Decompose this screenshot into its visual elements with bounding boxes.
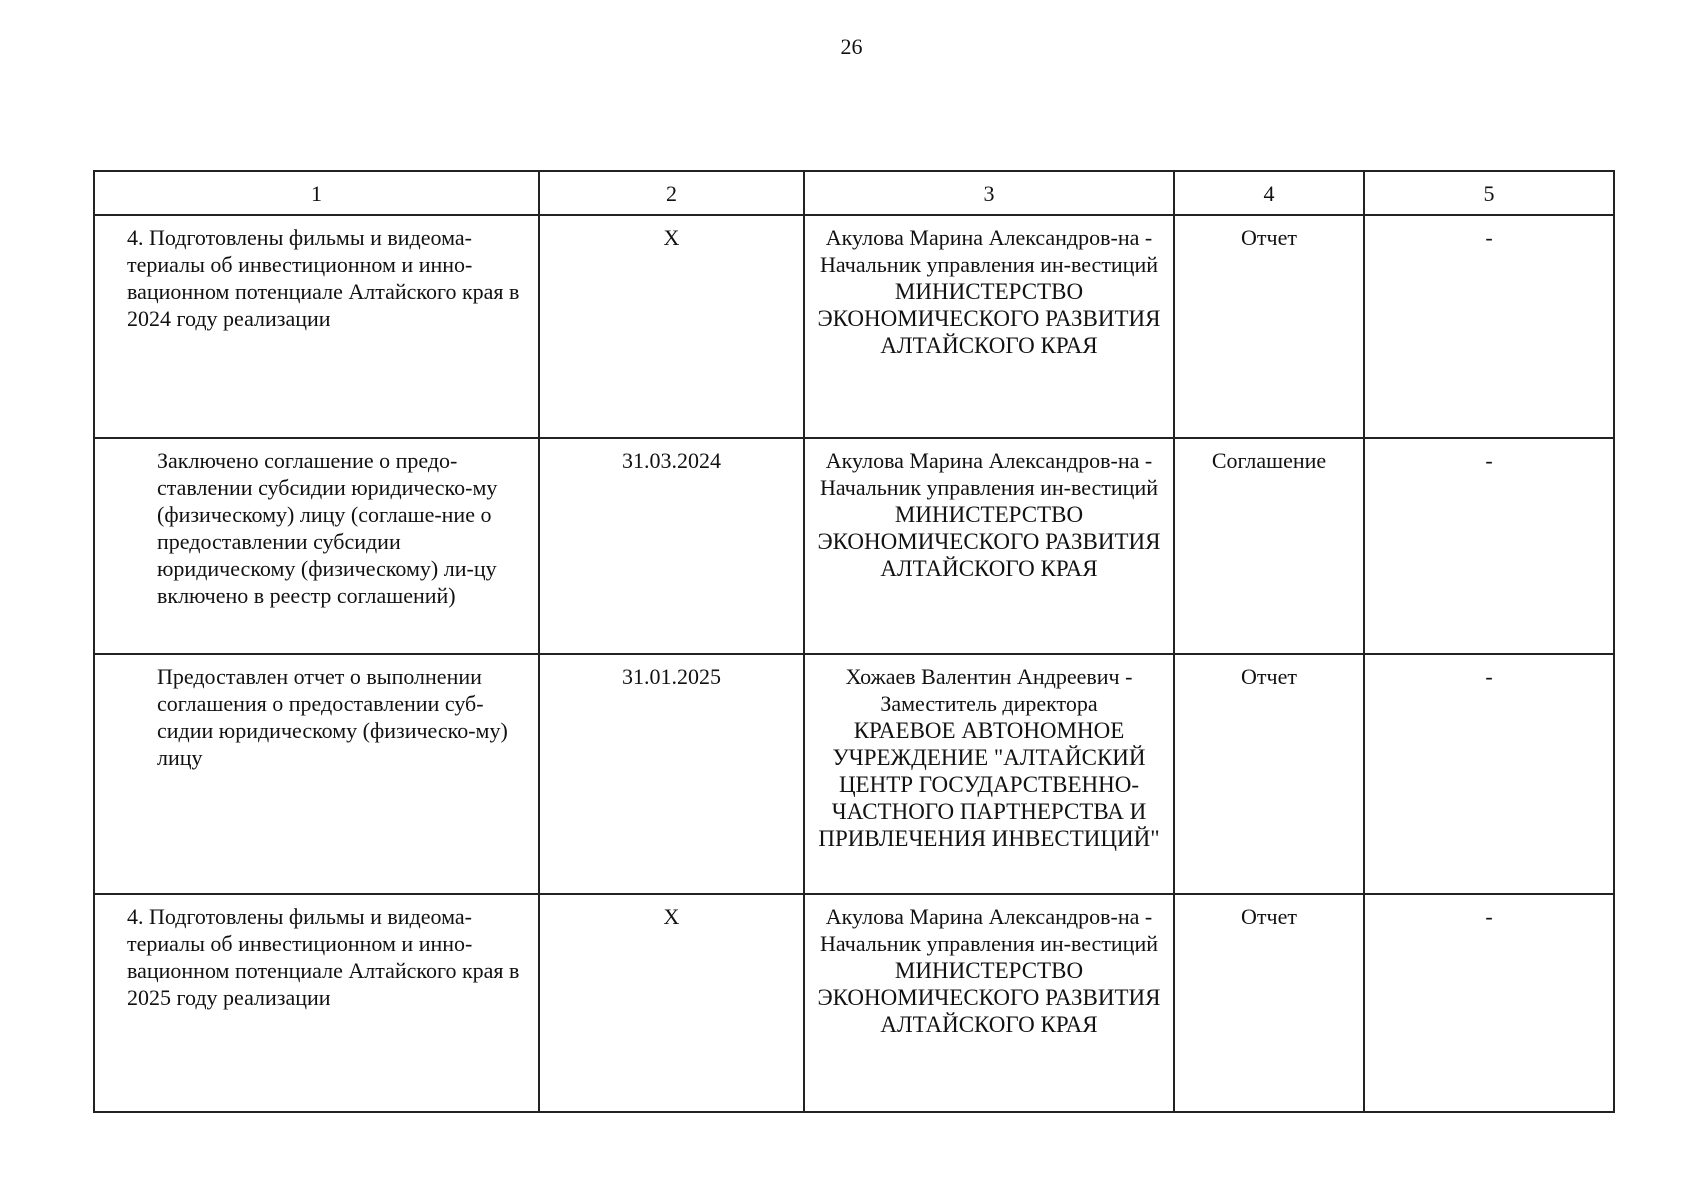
- table-row: [94, 894, 1614, 1112]
- document-table: [93, 170, 1615, 1113]
- table-row: [94, 438, 1614, 654]
- row-date: 31.01.2025: [539, 654, 804, 894]
- row-responsible: [804, 654, 1174, 894]
- row-date: X: [539, 894, 804, 1112]
- row-document-type: Отчет: [1174, 215, 1364, 438]
- table-row: [94, 215, 1614, 438]
- row-description: Предоставлен отчет о выполнении соглашения о предоставлении суб-сидии юридическому (физическо-му) лицу: [94, 654, 539, 894]
- responsible-person: Акулова Марина Александров-на - Начальник управления ин-вестиций: [819, 448, 1158, 500]
- row-col5: -: [1364, 654, 1614, 894]
- page-number: 26: [840, 34, 863, 59]
- responsible-organization: КРАЕВОЕ АВТОНОМНОЕ УЧРЕЖДЕНИЕ "АЛТАЙСКИЙ ЦЕНТР ГОСУДАРСТВЕННО-ЧАСТНОГО ПАРТНЕРСТВА И ПРИВЛЕЧЕНИЯ ИНВЕСТИЦИЙ": [818, 718, 1160, 851]
- row-responsible: [804, 215, 1174, 438]
- row-description: Заключено соглашение о предо-ставлении субсидии юридическо-му (физическому) лицу (соглаше-ние о предоставлении субсидии юридическому (физическому) ли-цу включено в реестр соглашений): [94, 438, 539, 654]
- table-body: [94, 215, 1614, 1112]
- row-document-type: Соглашение: [1174, 438, 1364, 654]
- responsible-person: Акулова Марина Александров-на - Начальник управления ин-вестиций: [819, 225, 1158, 277]
- row-description: 4. Подготовлены фильмы и видеома-териалы об инвестиционном и инно-вационном потенциале Алтайского края в 2025 году реализации: [94, 894, 539, 1112]
- row-col5: -: [1364, 894, 1614, 1112]
- responsible-organization: МИНИСТЕРСТВО ЭКОНОМИЧЕСКОГО РАЗВИТИЯ АЛТАЙСКОГО КРАЯ: [817, 958, 1161, 1037]
- header-row: [94, 171, 1614, 215]
- responsible-person: Хожаев Валентин Андреевич - Заместитель директора: [845, 664, 1133, 716]
- header-col-2: 2: [539, 171, 804, 215]
- row-description: 4. Подготовлены фильмы и видеома-териалы об инвестиционном и инно-вационном потенциале Алтайского края в 2024 году реализации: [94, 215, 539, 438]
- header-col-3: 3: [804, 171, 1174, 215]
- row-document-type: Отчет: [1174, 894, 1364, 1112]
- responsible-person: Акулова Марина Александров-на - Начальник управления ин-вестиций: [819, 904, 1158, 956]
- table-row: [94, 654, 1614, 894]
- table-header: [94, 171, 1614, 215]
- responsible-organization: МИНИСТЕРСТВО ЭКОНОМИЧЕСКОГО РАЗВИТИЯ АЛТАЙСКОГО КРАЯ: [817, 279, 1161, 358]
- header-col-1: 1: [94, 171, 539, 215]
- header-col-4: 4: [1174, 171, 1364, 215]
- row-document-type: Отчет: [1174, 654, 1364, 894]
- row-responsible: [804, 894, 1174, 1112]
- header-col-5: 5: [1364, 171, 1614, 215]
- row-col5: -: [1364, 215, 1614, 438]
- row-date: 31.03.2024: [539, 438, 804, 654]
- responsible-organization: МИНИСТЕРСТВО ЭКОНОМИЧЕСКОГО РАЗВИТИЯ АЛТАЙСКОГО КРАЯ: [817, 502, 1161, 581]
- row-col5: -: [1364, 438, 1614, 654]
- row-responsible: [804, 438, 1174, 654]
- row-date: X: [539, 215, 804, 438]
